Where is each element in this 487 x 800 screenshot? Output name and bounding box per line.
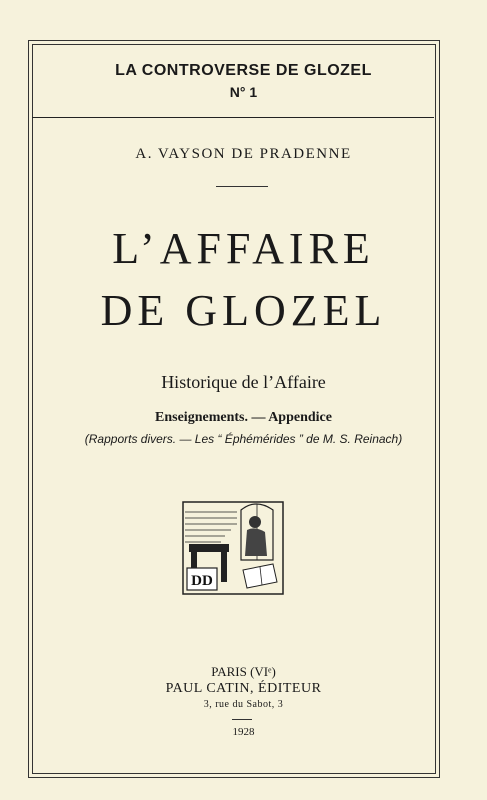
publisher-address: 3, rue du Sabot, 3	[203, 699, 284, 710]
book-title-line-2: DE GLOZEL	[100, 286, 387, 335]
subtitle: Historique de l’Affaire	[161, 372, 326, 392]
year-rule	[232, 719, 252, 720]
contents-line: Enseignements. — Appendice	[155, 410, 332, 425]
publisher-name: PAUL CATIN, ÉDITEUR	[165, 681, 322, 696]
series-title: LA CONTROVERSE DE GLOZEL	[115, 62, 372, 79]
publisher-city: PARIS (VIᵉ)	[211, 664, 276, 679]
author-rule	[216, 186, 268, 187]
emblem-monogram: DD	[191, 573, 213, 589]
publication-year: 1928	[232, 726, 255, 738]
publisher-mark-icon	[181, 500, 285, 596]
contents-detail: (Rapports divers. — Les “ Éphémérides ” de M. S. Reinach)	[84, 432, 403, 446]
header-divider	[32, 117, 434, 118]
author-name: A. VAYSON DE PRADENNE	[135, 146, 352, 162]
book-title-line-1: L’AFFAIRE	[112, 224, 375, 273]
series-number: N° 1	[229, 84, 258, 100]
